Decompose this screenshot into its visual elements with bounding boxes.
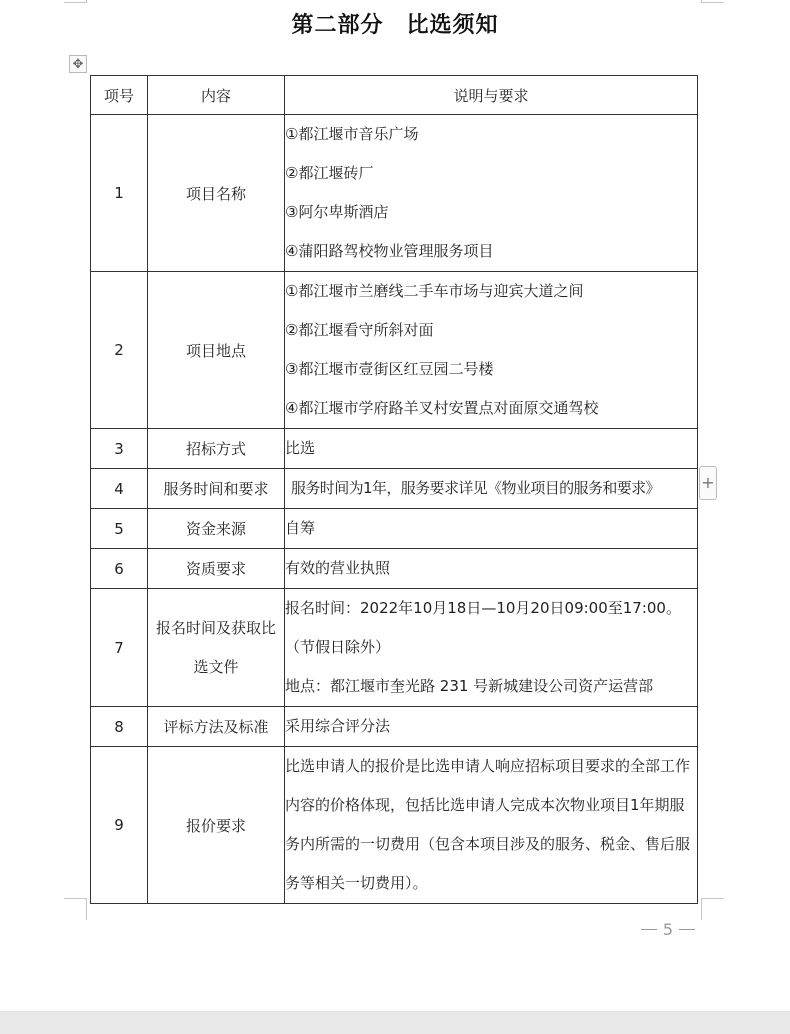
item-line: 报名时间及获取比: [155, 618, 276, 637]
desc-line: ②都江堰看守所斜对面: [285, 321, 434, 339]
desc-line: ①都江堰市兰磨线二手车市场与迎宾大道之间: [285, 282, 584, 300]
crop-mark-bottom-right-v: [701, 898, 702, 920]
row-desc: [285, 707, 698, 747]
crop-mark-bottom-left-h: [64, 898, 86, 899]
desc-line: 自筹: [285, 519, 316, 537]
row-item: 项目名称: [148, 115, 285, 272]
row-desc: [285, 589, 698, 707]
desc-line: 采用综合评分法: [285, 717, 391, 735]
page-number-dash-left: [641, 929, 657, 930]
row-no: 4: [91, 469, 148, 509]
desc-line: 报名时间：2022年10月18日—10月20日09:00至17:00。（节假日除外）: [285, 599, 681, 656]
table-row: [91, 469, 698, 509]
desc-paragraph: 比选申请人的报价是比选申请人响应招标项目要求的全部工作内容的价格体现，包括比选申请人完成本次物业项目1年期服务内所需的一切费用（包含本项目涉及的服务、税金、售后服务等相关一切费用）。: [285, 757, 691, 892]
add-column-button[interactable]: [699, 466, 717, 500]
row-desc: [285, 509, 698, 549]
plus-icon: +: [701, 473, 715, 492]
table-row: [91, 509, 698, 549]
row-item: 招标方式: [148, 429, 285, 469]
row-item: 项目地点: [148, 272, 285, 429]
table-row: [91, 115, 698, 272]
desc-line: ③都江堰市壹街区红豆园二号楼: [285, 360, 494, 378]
requirements-table: [90, 75, 698, 904]
desc-line: ④都江堰市学府路羊叉村安置点对面原交通驾校: [285, 399, 599, 417]
desc-line: 地点：都江堰市奎光路 231 号新城建设公司资产运营部: [285, 677, 654, 695]
row-item: 服务时间和要求: [148, 469, 285, 509]
desc-line: 有效的营业执照: [285, 559, 391, 577]
row-item: 资质要求: [148, 549, 285, 589]
row-no: 9: [91, 747, 148, 904]
page-gap: [0, 1011, 790, 1034]
crop-mark-bottom-left-v: [86, 898, 87, 920]
row-desc: [285, 272, 698, 429]
row-no: 6: [91, 549, 148, 589]
page-title: 第二部分 比选须知: [291, 12, 499, 38]
table-header-row: [91, 76, 698, 115]
desc-line: ①都江堰市音乐广场: [285, 125, 419, 143]
desc-line: ④蒲阳路驾校物业管理服务项目: [285, 242, 494, 260]
page-number: [636, 918, 700, 940]
crop-mark-bottom-right-h: [702, 898, 724, 899]
row-desc: [285, 549, 698, 589]
move-icon[interactable]: ✥: [69, 55, 87, 73]
crop-mark-top-right-v: [701, 0, 702, 3]
table-row: [91, 589, 698, 707]
row-item: 评标方法及标准: [148, 707, 285, 747]
row-no: 8: [91, 707, 148, 747]
row-desc: [285, 469, 698, 509]
crop-mark-top-right-h: [702, 2, 724, 3]
page-number-dash-right: [679, 929, 695, 930]
row-no: 3: [91, 429, 148, 469]
page-number-text: 5: [662, 919, 674, 939]
row-desc: [285, 747, 698, 904]
table-row: [91, 272, 698, 429]
row-item: 资金来源: [148, 509, 285, 549]
table-row: [91, 429, 698, 469]
header-item: 内容: [148, 76, 285, 115]
row-desc: [285, 429, 698, 469]
table-row: [91, 707, 698, 747]
row-desc: [285, 115, 698, 272]
desc-line: 比选: [285, 439, 316, 457]
row-no: 2: [91, 272, 148, 429]
row-no: 7: [91, 589, 148, 707]
row-item: 报价要求: [148, 747, 285, 904]
crop-mark-top-left-v: [86, 0, 87, 3]
crop-mark-top-left-h: [64, 2, 86, 3]
row-no: 5: [91, 509, 148, 549]
header-desc: 说明与要求: [285, 76, 698, 115]
row-item: [148, 589, 285, 707]
desc-line: 服务时间为1年，服务要求详见《物业项目的服务和要求》: [291, 479, 660, 497]
row-no: 1: [91, 115, 148, 272]
table-row: [91, 549, 698, 589]
desc-line: ②都江堰砖厂: [285, 164, 374, 182]
desc-line: ③阿尔卑斯酒店: [285, 203, 389, 221]
item-line: 选文件: [193, 657, 239, 676]
table-row: [91, 747, 698, 904]
header-no: 项号: [91, 76, 148, 115]
